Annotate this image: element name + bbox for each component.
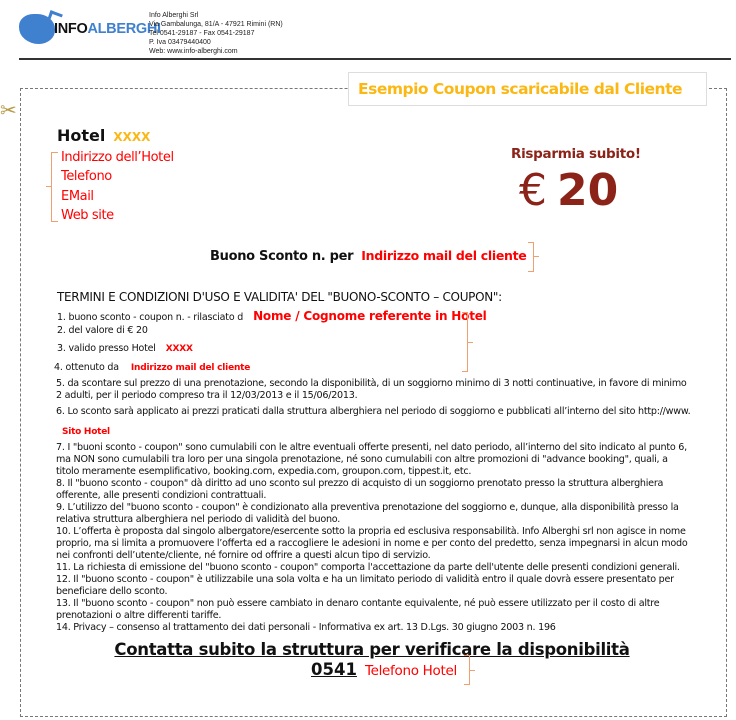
term-item-3: 3. valido presso Hotel XXXX	[57, 343, 193, 354]
term-item-12: 12. Il "buono sconto - coupon" è utilizzabile una sola volta e ha un limitato periodo di validità entro il quale dovrà essere presentato per beneficiare dello sconto.	[56, 574, 674, 597]
bracket-tick	[534, 256, 539, 257]
company-info: Info Alberghi Srl Via Gambalunga, 81/A - 47921 Rimini (RN) Tel 0541-29187 - Fax 0541-29187 P. Iva 03479440400 Web: www.info-alberghi.com	[149, 12, 283, 55]
save-label: Risparmia subito!	[511, 146, 641, 162]
header-divider	[19, 58, 731, 60]
term-item-9: 9. L’utilizzo del "buono sconto - coupon" è condizionato alla preventiva prenotazione del soggiorno e, dunque, alla disponibilità presso la relativa struttura alberghiera nel periodo di validità del buono.	[56, 502, 679, 525]
bracket-tick	[470, 670, 475, 671]
callout-title: Esempio Coupon scaricabile dal Cliente	[348, 72, 707, 106]
terms-title: TERMINI E CONDIZIONI D'USO E VALIDITA' DEL "BUONO-SCONTO – COUPON":	[57, 290, 502, 304]
term-item-6: 6. Lo sconto sarà applicato ai prezzi praticati dalla struttura alberghiera nel periodo di soggiorno e pubblicati all’interno del sito http://www. Sito Hotel	[56, 406, 691, 437]
term-item-14: 14. Privacy – consenso al trattamento dei dati personali - Informativa ex art. 13 D.Lgs. 30 giugno 2003 n. 196	[56, 622, 556, 633]
discount-amount: € 20	[519, 165, 619, 216]
term-item-11: 11. La richiesta di emissione del "buono sconto - coupon" comporta l'accettazione da parte dell'utente delle presenti condizioni generali.	[56, 562, 680, 573]
term-item-4: 4. ottenuto da Indirizzo mail del cliente	[54, 362, 251, 373]
bracket-tick	[46, 186, 51, 187]
term-item-10: 10. L’offerta è proposta dal singolo albergatore/esercente sotto la propria ed esclusiva responsabilità. Info Alberghi srl non agisce in nome proprio, ma si limita a promuovere l’offerta ed a raccogliere le adesioni in nome e per conto del predetto, senza impegnarsi in alcun modo nei confronti dell’utente/cliente, né fornire od offrire a questi alcun tipo di servizio.	[56, 526, 688, 561]
term-item-8: 8. Il "buono sconto - coupon" dà diritto ad uno sconto sul prezzo di acquisto di un soggiorno prenotato presso la struttura alberghiera offerente, alle presenti condizioni contrattuali.	[56, 478, 664, 501]
voucher-line: Buono Sconto n. per Indirizzo mail del cliente	[210, 248, 527, 264]
term-item-7: 7. I "buoni sconto - coupon" sono cumulabili con le altre eventuali offerte presenti, nel dato periodo, all’interno del sito indicato al punto 6, ma NON sono cumulabili tra loro per una singola prenotazione, né sono cumulabili con altre promozioni di "advance booking", quali, a titolo meramente esemplificativo, booking.com, expedia.com, groupon.com, tippest.it, etc.	[56, 442, 687, 477]
term-item-1: 1. buono sconto - coupon n. - rilasciato d Nome / Cognome referente in Hotel	[57, 309, 487, 323]
hotel-title: Hotel XXXX	[57, 126, 151, 145]
term-item-5: 5. da scontare sul prezzo di una prenotazione, secondo la disponibilità, di un soggiorno minimo di 3 notti continuative, in favore di minimo 2 adulti, per il periodo compreso tra il 12/03/2013 e il 15/06/2013.	[56, 378, 687, 401]
scissors-icon: ✂	[0, 98, 17, 122]
hotel-details: Indirizzo dell’Hotel Telefono EMail Web site	[61, 150, 174, 223]
logo: INFOALBERGHI	[54, 21, 161, 37]
contact-heading: Contatta subito la struttura per verificare la disponibilità	[114, 640, 630, 659]
terms-body	[56, 378, 692, 634]
bracket	[51, 152, 58, 222]
contact-phone: 0541 Telefono Hotel	[311, 660, 457, 679]
term-item-13: 13. Il "buono sconto - coupon" non può essere cambiato in denaro contante equivalente, né può essere utilizzato per il costo di altre prenotazioni o altre differenti tariffe.	[56, 598, 660, 621]
bracket-tick	[468, 342, 473, 343]
bracket	[528, 242, 534, 272]
term-item-2: 2. del valore di € 20	[57, 325, 148, 336]
